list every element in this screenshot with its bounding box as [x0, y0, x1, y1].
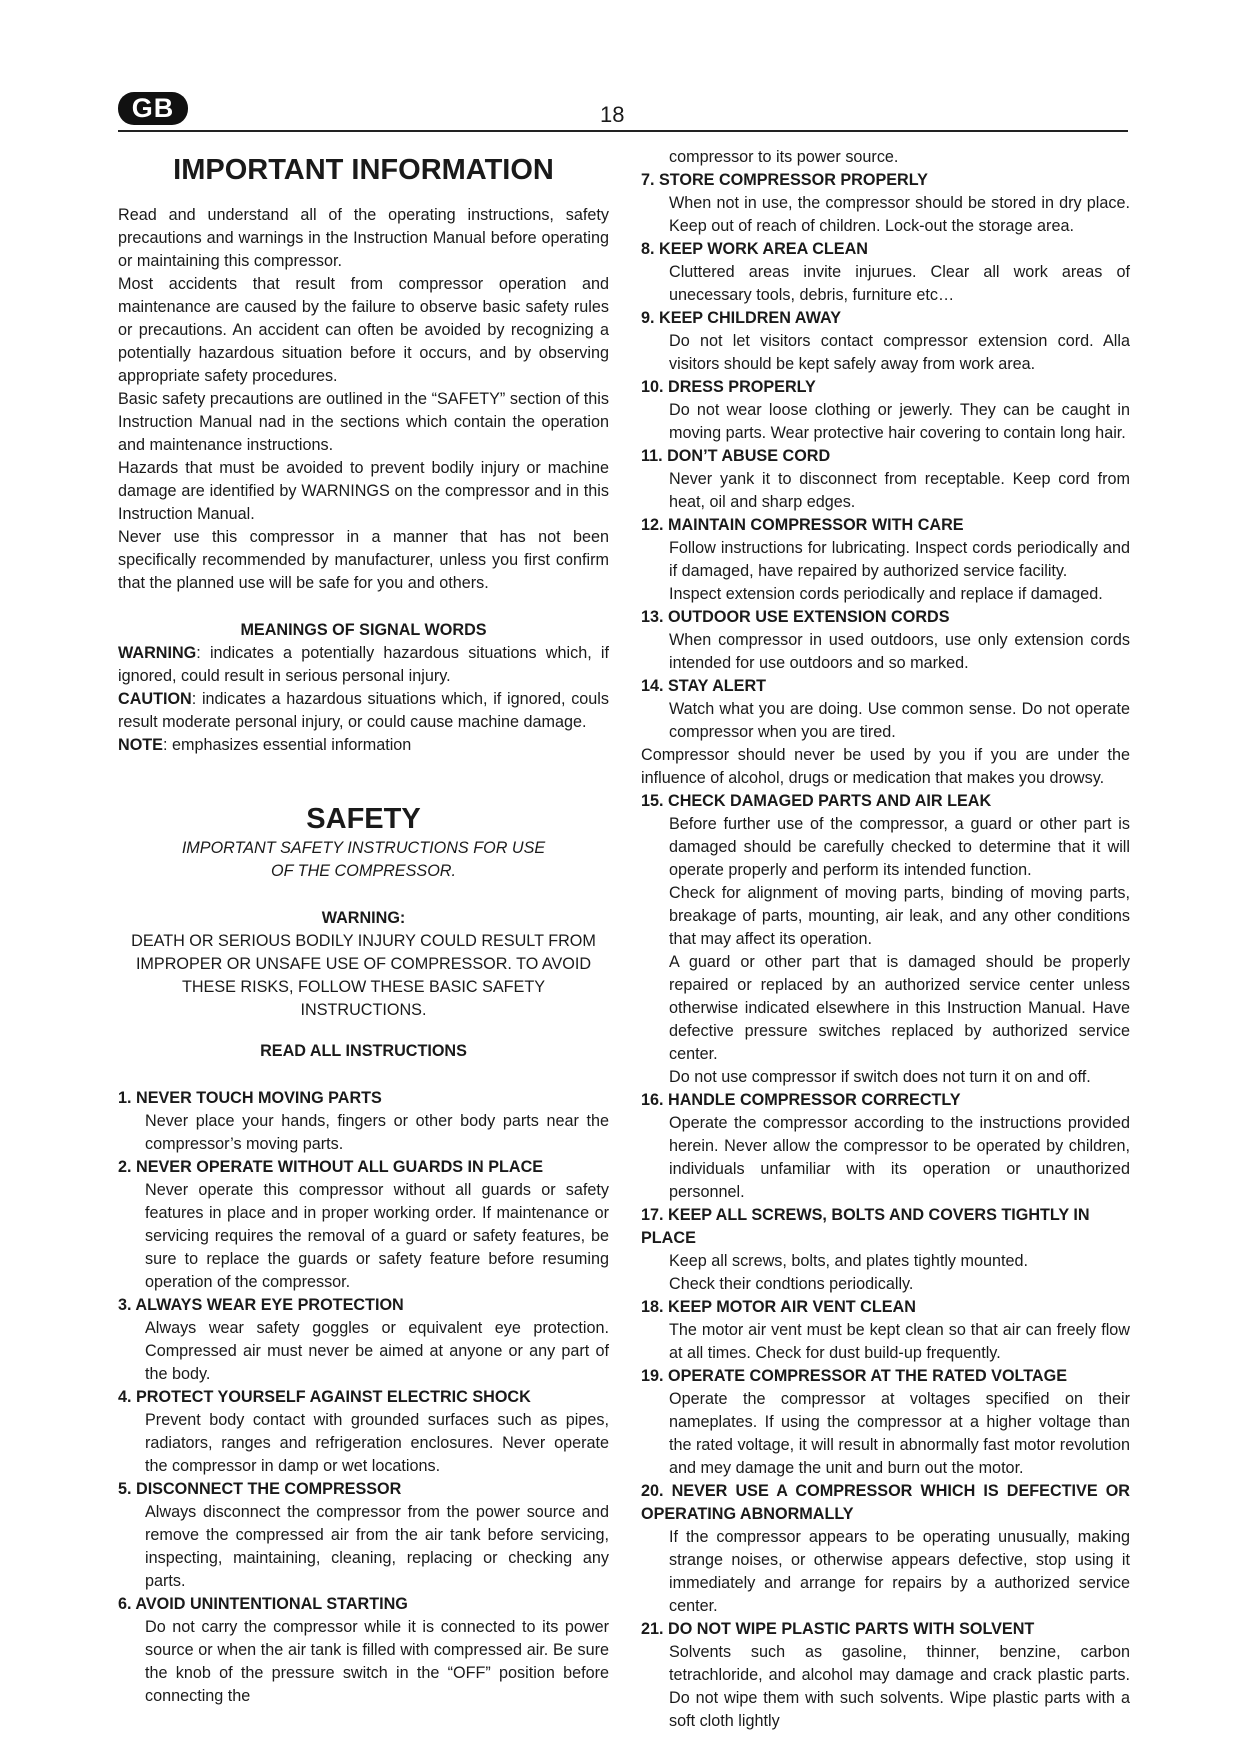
item-body: Follow instructions for lubricating. Inspect cords periodically and if damaged, have repaired by authorized service facility.	[669, 539, 1130, 580]
item-body: Always disconnect the compressor from the power source and remove the compressed air from the air tank before servicing, inspecting, maintaining, cleaning, replacing or checking any parts.	[145, 1503, 609, 1590]
item-heading: 1. NEVER TOUCH MOVING PARTS	[118, 1089, 382, 1107]
item-body: Watch what you are doing. Use common sense. Do not operate compressor when you are tired.	[669, 700, 1130, 741]
item-heading: 11. DON’T ABUSE CORD	[641, 447, 831, 465]
item-body: Never place your hands, fingers or other body parts near the compressor’s moving parts.	[145, 1112, 609, 1153]
item-heading: 13. OUTDOOR USE EXTENSION CORDS	[641, 608, 950, 626]
warning-text: DEATH OR SERIOUS BODILY INJURY COULD RESULT FROM IMPROPER OR UNSAFE USE OF COMPRESSOR. TO AVOID THESE RISKS, FOLLOW THESE BASIC SAFETY INSTRUCTIONS.	[131, 932, 596, 1019]
safety-subtitle: IMPORTANT SAFETY INSTRUCTIONS FOR USE	[181, 839, 546, 857]
safety-subtitle: OF THE COMPRESSOR.	[271, 862, 456, 880]
item-heading: 17. KEEP ALL SCREWS, BOLTS AND COVERS TIGHTLY IN PLACE	[641, 1206, 1090, 1247]
item-heading: 7. STORE COMPRESSOR PROPERLY	[641, 171, 928, 189]
item-body: Cluttered areas invite injurues. Clear all work areas of unecessary tools, debris, furniture etc…	[669, 263, 1130, 304]
signal-caution: CAUTION: indicates a hazardous situations which, if ignored, couls result moderate personal injury, or could cause machine damage.	[118, 690, 609, 731]
item-heading: 2. NEVER OPERATE WITHOUT ALL GUARDS IN PLACE	[118, 1158, 544, 1176]
item-body: A guard or other part that is damaged should be properly repaired or replaced by an authorized service center unless otherwise indicated elsewhere in this Instruction Manual. Have defective pressure switches replaced by authorized service center.	[669, 953, 1130, 1063]
item-heading: 6. AVOID UNINTENTIONAL STARTING	[118, 1595, 408, 1613]
item-heading: 10. DRESS PROPERLY	[641, 378, 816, 396]
item-heading: 5. DISCONNECT THE COMPRESSOR	[118, 1480, 402, 1498]
item-body: Inspect extension cords periodically and replace if damaged.	[669, 585, 1103, 603]
item-body: Solvents such as gasoline, thinner, benzine, carbon tetrachloride, and alcohol may damage and crack plastic parts. Do not wipe them with such solvents. Wipe plastic parts with a soft cloth lightly	[669, 1643, 1130, 1730]
item-body: Before further use of the compressor, a guard or other part is damaged should be carefully checked to determine that it will operate properly and perform its intended function.	[669, 815, 1130, 879]
header-rule	[118, 130, 1128, 132]
item-body: Do not use compressor if switch does not turn it on and off.	[669, 1068, 1091, 1086]
intro-paragraph: Most accidents that result from compressor operation and maintenance are caused by the failure to observe basic safety rules or precautions. An accident can often be avoided by recognizing a potentially hazardous situation before it occurs, and by observing appropriate safety procedures.	[118, 275, 609, 385]
item-heading: 9. KEEP CHILDREN AWAY	[641, 309, 841, 327]
item-heading: 18. KEEP MOTOR AIR VENT CLEAN	[641, 1298, 916, 1316]
item-body: Never operate this compressor without all guards or safety features in place and in proper working order. If maintenance or servicing requires the removal of a guard or safety features, be sure to replace the guards or safety feature before resuming operation of the compressor.	[145, 1181, 609, 1291]
item-heading: 21. DO NOT WIPE PLASTIC PARTS WITH SOLVENT	[641, 1620, 1035, 1638]
item-body: Keep all screws, bolts, and plates tightly mounted.	[669, 1252, 1029, 1270]
item-body: Do not let visitors contact compressor extension cord. Alla visitors should be kept safely away from work area.	[669, 332, 1130, 373]
warning-label: WARNING:	[321, 909, 406, 927]
item-heading: 3. ALWAYS WEAR EYE PROTECTION	[118, 1296, 404, 1314]
item-body: Prevent body contact with grounded surfaces such as pipes, radiators, ranges and refrigeration enclosures. Never operate the compressor in damp or wet locations.	[145, 1411, 609, 1475]
intro-paragraph: Basic safety precautions are outlined in the “SAFETY” section of this Instruction Manual nad in the sections which contain the operation and maintenance instructions.	[118, 390, 609, 454]
continued-text: compressor to its power source.	[669, 148, 899, 166]
item-body: If the compressor appears to be operating unusually, making strange noises, or otherwise appears defective, stop using it immediately and arrange for repairs by a authorized service center.	[669, 1528, 1130, 1615]
intro-paragraph: Hazards that must be avoided to prevent bodily injury or machine damage are identified by WARNINGS on the compressor and in this Instruction Manual.	[118, 459, 609, 523]
item-heading: 19. OPERATE COMPRESSOR AT THE RATED VOLTAGE	[641, 1367, 1067, 1385]
item-body: When not in use, the compressor should be stored in dry place. Keep out of reach of children. Lock-out the storage area.	[669, 194, 1130, 235]
item-body: Do not wear loose clothing or jewerly. They can be caught in moving parts. Wear protective hair covering to contain long hair.	[669, 401, 1130, 442]
read-all-heading: READ ALL INSTRUCTIONS	[260, 1042, 467, 1060]
safety-title: SAFETY	[306, 803, 421, 835]
right-column	[641, 146, 1130, 1733]
item-heading: 15. CHECK DAMAGED PARTS AND AIR LEAK	[641, 792, 992, 810]
item-body: Operate the compressor according to the instructions provided herein. Never allow the compressor to be operated by children, individuals unfamiliar with its operation or unauthorized personnel.	[669, 1114, 1130, 1201]
language-badge: GB	[118, 92, 188, 125]
item-heading: 4. PROTECT YOURSELF AGAINST ELECTRIC SHOCK	[118, 1388, 531, 1406]
intro-paragraph: Read and understand all of the operating instructions, safety precautions and warnings in the Instruction Manual before operating or maintaining this compressor.	[118, 206, 609, 270]
item-heading: 16. HANDLE COMPRESSOR CORRECTLY	[641, 1091, 961, 1109]
item-body: Check their condtions periodically.	[669, 1275, 914, 1293]
item-body: Always wear safety goggles or equivalent eye protection. Compressed air must never be aimed at anyone or any part of the body.	[145, 1319, 609, 1383]
item-body: Never yank it to disconnect from receptable. Keep cord from heat, oil and sharp edges.	[669, 470, 1130, 511]
item-body: When compressor in used outdoors, use only extension cords intended for use outdoors and so marked.	[669, 631, 1130, 672]
signal-words-heading: MEANINGS OF SIGNAL WORDS	[240, 621, 487, 639]
item-body: Check for alignment of moving parts, binding of moving parts, breakage of parts, mounting, air leak, and any other conditions that may affect its operation.	[669, 884, 1130, 948]
item-body: Operate the compressor at voltages specified on their nameplates. If using the compressor at a higher voltage than the rated voltage, it will result in abnormally fast motor revolution and mey damage the unit and burn out the motor.	[669, 1390, 1130, 1477]
signal-note: NOTE: emphasizes essential information	[118, 736, 412, 754]
item-heading: 20. NEVER USE A COMPRESSOR WHICH IS DEFECTIVE OR OPERATING ABNORMALLY	[641, 1482, 1130, 1523]
page-number: 18	[600, 102, 625, 127]
signal-warning: WARNING: indicates a potentially hazardous situations which, if ignored, could result in serious personal injury.	[118, 644, 609, 685]
item-body: The motor air vent must be kept clean so that air can freely flow at all times. Check for dust build-up frequently.	[669, 1321, 1130, 1362]
intro-paragraph: Never use this compressor in a manner that has not been specifically recommended by manufacturer, unless you first confirm that the planned use will be safe for you and others.	[118, 528, 609, 592]
left-column	[118, 146, 609, 1708]
item-heading: 14. STAY ALERT	[641, 677, 767, 695]
item-heading: 8. KEEP WORK AREA CLEAN	[641, 240, 868, 258]
alcohol-warning: Compressor should never be used by you if you are under the influence of alcohol, drugs or medication that makes you drowsy.	[641, 746, 1130, 787]
page-title: IMPORTANT INFORMATION	[173, 154, 554, 186]
item-body: Do not carry the compressor while it is connected to its power source or when the air tank is filled with compressed air. Be sure the knob of the pressure switch in the “OFF” position before connecting the	[145, 1618, 609, 1705]
item-heading: 12. MAINTAIN COMPRESSOR WITH CARE	[641, 516, 964, 534]
